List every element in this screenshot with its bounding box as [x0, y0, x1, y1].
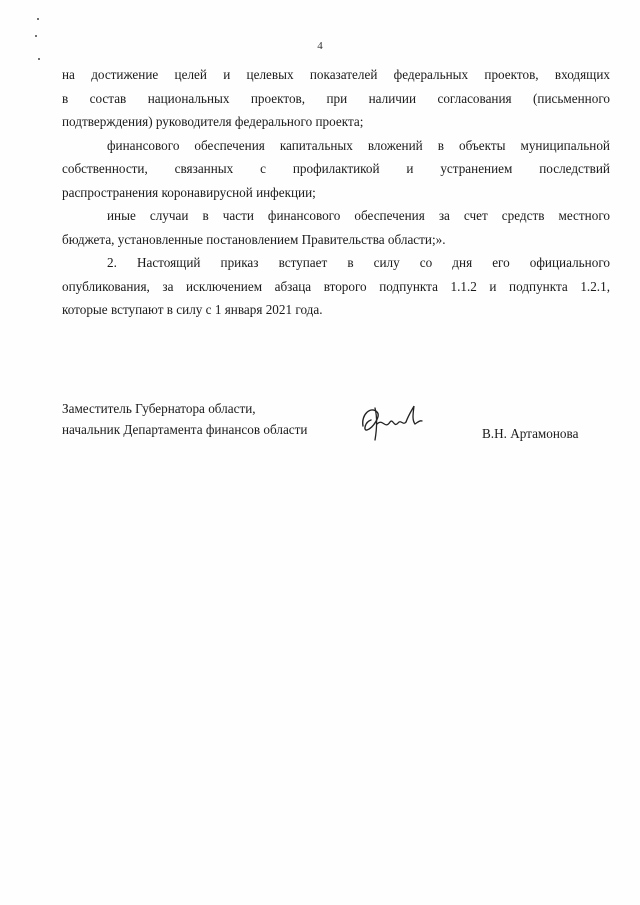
body-line: 2. Настоящий приказ вступает в силу со дня его официального [107, 255, 610, 270]
signer-title-line-2: начальник Департамента финансов области [62, 422, 308, 437]
scan-speck [35, 35, 37, 37]
body-line: опубликования, за исключением абзаца второго подпункта 1.1.2 и подпункта 1.2.1, [62, 278, 610, 294]
body-line: распространения коронавирусной инфекции; [62, 184, 316, 200]
signer-title-line-1: Заместитель Губернатора области, [62, 401, 256, 416]
body-line: бюджета, установленные постановлением Правительства области;». [62, 231, 446, 247]
body-line: в состав национальных проектов, при наличии согласования (письменного [62, 90, 610, 106]
body-line: на достижение целей и целевых показателей федеральных проектов, входящих [62, 67, 610, 82]
body-line: собственности, связанных с профилактикой и устранением последствий [62, 161, 610, 176]
document-body [62, 63, 610, 322]
signature-block [62, 398, 610, 458]
scan-speck [37, 18, 39, 20]
page-number: 4 [317, 40, 323, 52]
body-line: которые вступают в силу с 1 января 2021 года. [62, 302, 323, 317]
body-line: финансового обеспечения капитальных вложений в объекты муниципальной [107, 137, 610, 153]
signer-name: В.Н. Артамонова [482, 426, 579, 441]
body-line: иные случаи в части финансового обеспечения за счет средств местного [107, 208, 610, 223]
scan-speck [38, 58, 40, 60]
signer-title [62, 398, 307, 440]
handwritten-signature [357, 400, 425, 444]
body-line: подтверждения) руководителя федерального проекта; [62, 114, 364, 129]
